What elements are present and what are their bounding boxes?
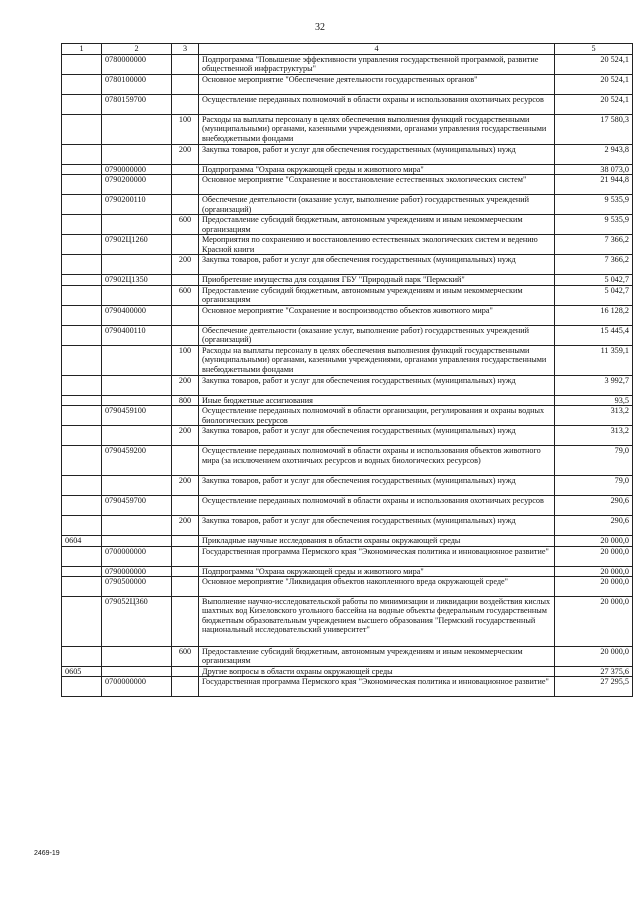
expense-type-cell: 600 [172,647,199,667]
item-name-cell: Осуществление переданных полномочий в области организации, регулирования и охраны водных биологических ресурсов [199,406,555,426]
item-name-cell: Приобретение имущества для создания ГБУ "Природный парк "Пермский" [199,275,555,285]
section-cell [62,546,102,566]
section-cell [62,285,102,305]
target-code-cell [102,115,172,145]
table-row [62,115,633,145]
target-code-cell: 0790459200 [102,446,172,476]
item-name-cell: Предоставление субсидий бюджетным, автономным учреждениям и иным некоммерческим организациям [199,285,555,305]
item-name-cell: Осуществление переданных полномочий в области охраны и использования объектов животного мира (за исключением охотничьих ресурсов и водных биологических ресурсов) [199,446,555,476]
table-row [62,406,633,426]
section-cell [62,75,102,95]
amount-cell: 9 535,9 [555,195,633,215]
amount-cell: 290,6 [555,496,633,516]
expense-type-cell [172,305,199,325]
section-cell [62,235,102,255]
item-name-cell: Прикладные научные исследования в области охраны окружающей среды [199,536,555,546]
section-cell [62,345,102,375]
amount-cell: 20 000,0 [555,597,633,647]
item-name-cell: Выполнение научно-исследовательской работы по минимизации и ликвидации воздействия кислых шахтных вод Кизеловского угольного бассейна на водные объекты федеральным государственным бюджетным образовательным учреждением высшего образования "Пермский государственный национальный исследовательский университет" [199,597,555,647]
column-header-target-code: 2 [102,44,172,55]
item-name-cell: Предоставление субсидий бюджетным, автономным учреждениям и иным некоммерческим организациям [199,215,555,235]
table-row [62,395,633,405]
table-header-row [62,44,633,55]
target-code-cell: 0790200110 [102,195,172,215]
amount-cell: 7 366,2 [555,255,633,275]
expense-type-cell: 200 [172,375,199,395]
expense-type-cell [172,406,199,426]
section-cell [62,677,102,697]
amount-cell: 5 042,7 [555,275,633,285]
amount-cell: 2 943,8 [555,145,633,165]
amount-cell: 313,2 [555,426,633,446]
item-name-cell: Основное мероприятие "Сохранение и воспроизводство объектов животного мира" [199,305,555,325]
target-code-cell: 0780159700 [102,95,172,115]
target-code-cell: 0790200000 [102,175,172,195]
section-cell: 0605 [62,667,102,677]
amount-cell: 20 000,0 [555,536,633,546]
table-row [62,476,633,496]
expense-type-cell: 600 [172,215,199,235]
section-cell [62,175,102,195]
expense-type-cell [172,566,199,576]
target-code-cell [102,536,172,546]
amount-cell: 21 944,8 [555,175,633,195]
table-row [62,145,633,165]
expense-type-cell: 100 [172,345,199,375]
expense-type-cell [172,75,199,95]
amount-cell: 15 445,4 [555,325,633,345]
section-cell [62,95,102,115]
table-row [62,345,633,375]
expense-type-cell: 200 [172,516,199,536]
amount-cell: 11 359,1 [555,345,633,375]
target-code-cell [102,476,172,496]
expense-type-cell: 200 [172,426,199,446]
table-row [62,536,633,546]
item-name-cell: Осуществление переданных полномочий в области охраны и использования охотничьих ресурсов [199,95,555,115]
amount-cell: 16 128,2 [555,305,633,325]
target-code-cell: 0790459100 [102,406,172,426]
page-number: 32 [315,22,325,33]
section-cell [62,426,102,446]
section-cell [62,496,102,516]
item-name-cell: Государственная программа Пермского края "Экономическая политика и инновационное развитие" [199,546,555,566]
section-cell [62,325,102,345]
amount-cell: 93,5 [555,395,633,405]
expense-type-cell [172,275,199,285]
target-code-cell [102,516,172,536]
expense-type-cell: 800 [172,395,199,405]
amount-cell: 20 524,1 [555,75,633,95]
table-row [62,75,633,95]
amount-cell: 20 000,0 [555,546,633,566]
table-row [62,235,633,255]
section-cell [62,255,102,275]
expense-type-cell [172,325,199,345]
amount-cell: 20 000,0 [555,577,633,597]
target-code-cell: 07902Ц1350 [102,275,172,285]
amount-cell: 17 580,3 [555,115,633,145]
budget-table [61,43,633,697]
table-row [62,55,633,75]
item-name-cell: Мероприятия по сохранению и восстановлению естественных экологических систем и ведению Красной книги [199,235,555,255]
item-name-cell: Подпрограмма "Охрана окружающей среды и животного мира" [199,165,555,175]
table-row [62,496,633,516]
item-name-cell: Закупка товаров, работ и услуг для обеспечения государственных (муниципальных) нужд [199,145,555,165]
section-cell [62,406,102,426]
item-name-cell: Обеспечение деятельности (оказание услуг, выполнение работ) государственных учреждений (организаций) [199,325,555,345]
target-code-cell: 0790459700 [102,496,172,516]
table-row [62,677,633,697]
target-code-cell: 0780100000 [102,75,172,95]
expense-type-cell [172,667,199,677]
section-cell [62,215,102,235]
section-cell [62,566,102,576]
item-name-cell: Расходы на выплаты персоналу в целях обеспечения выполнения функций государственными (муниципальными) органами, казенными учреждениями, органами управления государственными внебюджетными фондами [199,115,555,145]
table-row [62,275,633,285]
expense-type-cell [172,175,199,195]
target-code-cell: 07902Ц1260 [102,235,172,255]
amount-cell: 290,6 [555,516,633,536]
target-code-cell [102,375,172,395]
item-name-cell: Закупка товаров, работ и услуг для обеспечения государственных (муниципальных) нужд [199,426,555,446]
expense-type-cell [172,235,199,255]
amount-cell: 7 366,2 [555,235,633,255]
expense-type-cell [172,536,199,546]
amount-cell: 79,0 [555,446,633,476]
item-name-cell: Другие вопросы в области охраны окружающей среды [199,667,555,677]
column-header-section: 1 [62,44,102,55]
item-name-cell: Основное мероприятие "Сохранение и восстановление естественных экологических систем" [199,175,555,195]
expense-type-cell: 600 [172,285,199,305]
table-row [62,426,633,446]
section-cell [62,195,102,215]
table-body [62,55,633,697]
section-cell [62,446,102,476]
item-name-cell: Закупка товаров, работ и услуг для обеспечения государственных (муниципальных) нужд [199,476,555,496]
target-code-cell: 0790000000 [102,566,172,576]
column-header-amount: 5 [555,44,633,55]
amount-cell: 38 073,0 [555,165,633,175]
expense-type-cell [172,677,199,697]
amount-cell: 9 535,9 [555,215,633,235]
section-cell [62,55,102,75]
amount-cell: 27 375,6 [555,667,633,677]
target-code-cell: 079052Ц360 [102,597,172,647]
table-row [62,215,633,235]
amount-cell: 20 000,0 [555,566,633,576]
expense-type-cell [172,597,199,647]
expense-type-cell [172,446,199,476]
amount-cell: 313,2 [555,406,633,426]
target-code-cell: 0780000000 [102,55,172,75]
expense-type-cell: 200 [172,255,199,275]
table-row [62,375,633,395]
table-row [62,597,633,647]
section-cell [62,275,102,285]
target-code-cell: 0790400000 [102,305,172,325]
expense-type-cell [172,195,199,215]
target-code-cell [102,667,172,677]
amount-cell: 3 992,7 [555,375,633,395]
section-cell [62,516,102,536]
section-cell [62,145,102,165]
amount-cell: 27 295,5 [555,677,633,697]
column-header-expense-type: 3 [172,44,199,55]
table-row [62,667,633,677]
column-header-name: 4 [199,44,555,55]
table-row [62,446,633,476]
target-code-cell [102,285,172,305]
item-name-cell: Закупка товаров, работ и услуг для обеспечения государственных (муниципальных) нужд [199,375,555,395]
table-row [62,195,633,215]
item-name-cell: Иные бюджетные ассигнования [199,395,555,405]
item-name-cell: Основное мероприятие "Ликвидация объектов накопленного вреда окружающей среде" [199,577,555,597]
expense-type-cell [172,546,199,566]
table-row [62,647,633,667]
expense-type-cell [172,95,199,115]
section-cell [62,115,102,145]
target-code-cell [102,395,172,405]
expense-type-cell [172,577,199,597]
target-code-cell [102,145,172,165]
expense-type-cell [172,165,199,175]
item-name-cell: Предоставление субсидий бюджетным, автономным учреждениям и иным некоммерческим организациям [199,647,555,667]
target-code-cell: 0700000000 [102,546,172,566]
section-cell [62,375,102,395]
table-row [62,95,633,115]
expense-type-cell [172,55,199,75]
item-name-cell: Расходы на выплаты персоналу в целях обеспечения выполнения функций государственными (муниципальными) органами, казенными учреждениями, органами управления государственными внебюджетными фондами [199,345,555,375]
target-code-cell: 0790400110 [102,325,172,345]
amount-cell: 5 042,7 [555,285,633,305]
expense-type-cell: 200 [172,476,199,496]
table-row [62,255,633,275]
item-name-cell: Подпрограмма "Повышение эффективности управления государственной программой, развитие общественной инфраструктуры" [199,55,555,75]
item-name-cell: Закупка товаров, работ и услуг для обеспечения государственных (муниципальных) нужд [199,516,555,536]
expense-type-cell: 100 [172,115,199,145]
table-row [62,175,633,195]
section-cell [62,577,102,597]
item-name-cell: Закупка товаров, работ и услуг для обеспечения государственных (муниципальных) нужд [199,255,555,275]
item-name-cell: Обеспечение деятельности (оказание услуг, выполнение работ) государственных учреждений (организаций) [199,195,555,215]
table-row [62,165,633,175]
section-cell [62,476,102,496]
amount-cell: 20 000,0 [555,647,633,667]
section-cell [62,395,102,405]
target-code-cell [102,647,172,667]
section-cell [62,647,102,667]
section-cell [62,597,102,647]
table-row [62,546,633,566]
item-name-cell: Основное мероприятие "Обеспечение деятельности государственных органов" [199,75,555,95]
target-code-cell: 0790000000 [102,165,172,175]
table-row [62,516,633,536]
expense-type-cell [172,496,199,516]
expense-type-cell: 200 [172,145,199,165]
table-row [62,577,633,597]
amount-cell: 79,0 [555,476,633,496]
section-cell [62,305,102,325]
target-code-cell [102,345,172,375]
section-cell: 0604 [62,536,102,546]
table-row [62,285,633,305]
section-cell [62,165,102,175]
target-code-cell: 0790500000 [102,577,172,597]
table-row [62,566,633,576]
item-name-cell: Государственная программа Пермского края "Экономическая политика и инновационное развитие" [199,677,555,697]
item-name-cell: Осуществление переданных полномочий в области охраны и использования охотничьих ресурсов [199,496,555,516]
amount-cell: 20 524,1 [555,55,633,75]
table-row [62,325,633,345]
target-code-cell [102,255,172,275]
amount-cell: 20 524,1 [555,95,633,115]
target-code-cell [102,215,172,235]
document-code: 2469-19 [34,850,60,857]
target-code-cell: 0700000000 [102,677,172,697]
table-row [62,305,633,325]
item-name-cell: Подпрограмма "Охрана окружающей среды и животного мира" [199,566,555,576]
target-code-cell [102,426,172,446]
